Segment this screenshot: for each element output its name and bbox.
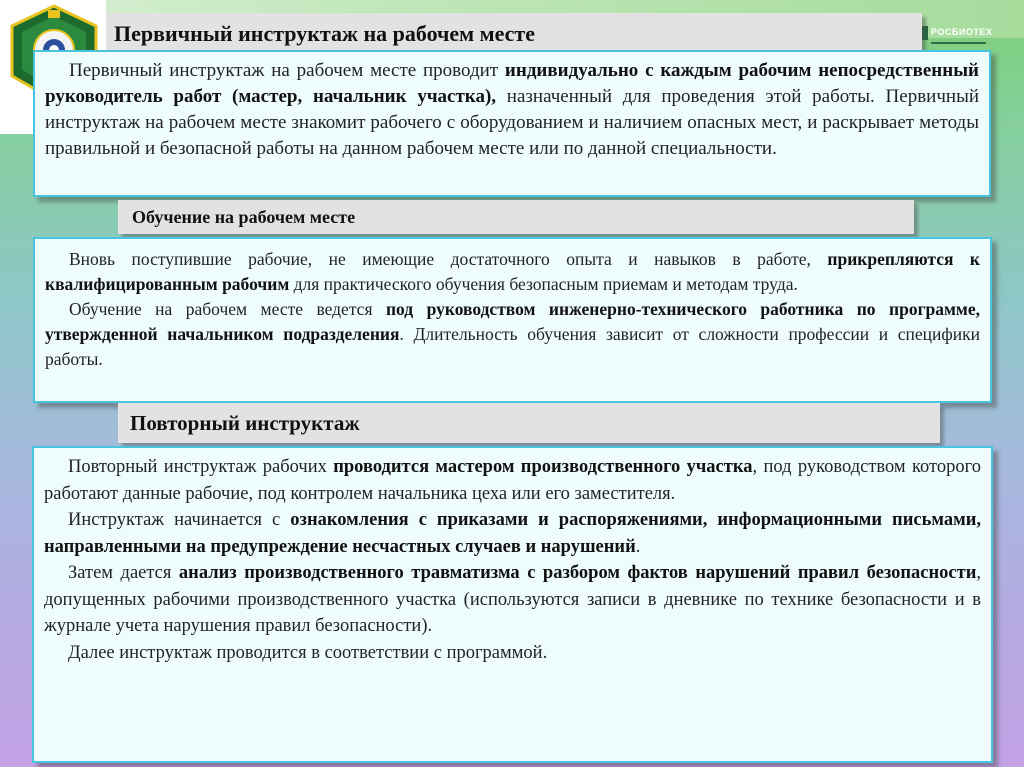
paragraph <box>44 640 981 667</box>
title-bar <box>106 13 922 53</box>
text: Затем дается <box>68 563 179 583</box>
bold-text: под руководством инженерно-технического работника по программе, утвержденной начальником подразделения <box>45 299 980 344</box>
text: Инструктаж начинается с <box>68 510 291 530</box>
section-repeat-briefing <box>32 446 993 763</box>
bold-text: проводится мастером производственного участка <box>333 457 753 477</box>
bold-text: индивидуально с каждым рабочим непосредственный руководитель работ (мастер, начальник участка), <box>45 60 979 107</box>
paragraph <box>45 247 980 297</box>
text: Далее инструктаж проводится в соответствии с программой. <box>68 642 548 663</box>
section-heading: Повторный инструктаж <box>130 411 360 435</box>
text: Обучение на рабочем месте ведется <box>69 299 386 319</box>
paragraph <box>44 560 981 640</box>
text: Вновь поступившие рабочие, не имеющие достаточного опыта и навыков в работе, <box>69 249 828 269</box>
brand-logo <box>918 18 1024 48</box>
section-primary-briefing <box>33 50 991 197</box>
heading-repeat-briefing <box>118 403 940 443</box>
bold-text: ознакомления с приказами и распоряжениями, информационными письмами, направленными на предупреждение несчастных случаев и нарушений <box>44 510 981 557</box>
paragraph <box>45 58 979 162</box>
text: , под руководством которого работают данные рабочие, под контролем начальника цеха или его заместителя. <box>44 457 982 504</box>
page-title: Первичный инструктаж на рабочем месте <box>114 21 536 46</box>
paragraph <box>45 297 980 372</box>
text: , допущенных рабочими производственного участка (используются записи в дневнике по технике безопасности и в журнале учета нарушения правил безопасности). <box>44 563 982 636</box>
bold-text: анализ производственного травматизма с разбором фактов нарушений правил безопасности <box>178 563 977 583</box>
text: Повторный инструктаж рабочих <box>68 457 334 477</box>
brand-underline <box>931 42 986 44</box>
section-workplace-training <box>33 237 992 403</box>
bold-text: прикрепляются к квалифицированным рабочим <box>45 249 981 294</box>
text: Первичный инструктаж на рабочем месте проводит <box>69 60 505 81</box>
heading-workplace-training <box>118 200 914 234</box>
paragraph <box>44 507 981 560</box>
section-heading: Обучение на рабочем месте <box>132 207 356 227</box>
brand-name: РОСБИОТЕХ <box>931 27 993 37</box>
text: . <box>635 536 641 557</box>
text: назначенный для проведения этой работы. Первичный инструктаж на рабочем месте знакомит рабочего с оборудованием и наличием опасных мест, и раскрывает методы правильной и безопасной работы на данном рабочем месте или по данной специальности. <box>45 86 980 159</box>
text: . Длительность обучения зависит от сложности профессии и специфики работы. <box>45 324 980 369</box>
paragraph <box>44 454 981 507</box>
text: для практического обучения безопасным приемам и методам труда. <box>289 274 798 294</box>
